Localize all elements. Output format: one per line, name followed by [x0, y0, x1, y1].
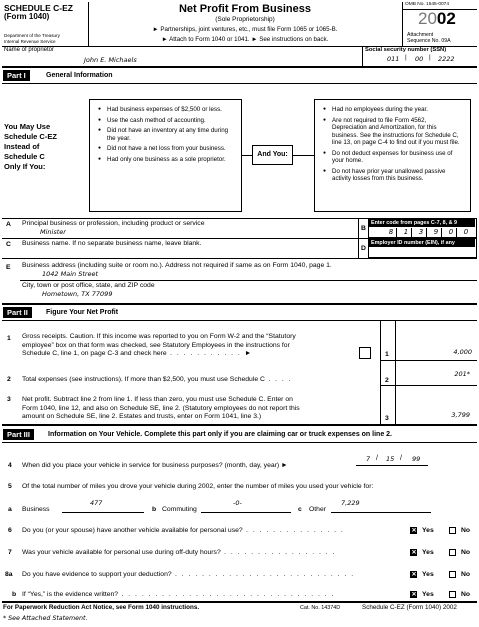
line-8b-number: b [12, 591, 17, 598]
line-5c-letter: c [298, 506, 302, 513]
business-miles-field[interactable] [62, 499, 144, 513]
line-6-text: Do you (or your spouse) have another vehicle available for personal use? . . . . . . . . . . . . . . . [22, 527, 345, 534]
net-profit[interactable]: 3,799 [451, 411, 470, 419]
business-name-field[interactable] [22, 247, 352, 257]
line-5a-letter: a [8, 506, 12, 513]
line-e-letter: E [6, 264, 11, 271]
tax-year-digits: 02 [436, 9, 456, 28]
line-5b-letter: b [152, 506, 157, 513]
form-subtitle: (Sole Proprietorship) [215, 16, 275, 23]
line-2-number: 2 [7, 376, 11, 383]
commuting-miles: -0- [233, 499, 242, 507]
statutory-employee-checkbox[interactable] [359, 347, 371, 359]
ssn-part-3: 2222 [438, 55, 455, 63]
line-6-number: 6 [8, 527, 12, 534]
in-service-day: 15 [386, 455, 395, 463]
line-8b-no-label: No [461, 591, 471, 598]
line-3-text: Net profit. Subtract line 2 from line 1. If less than zero, you must use Schedule C. Enter on Form 1040, line 12, and also on Schedule SE, line 2. (Statutory employees do not report this amount on Schedule SE, line 2. Estates and trusts, enter on Form 1041, line 3.) [22, 396, 300, 420]
may-use-line-2: Schedule C-EZ [4, 132, 57, 141]
ssn-part-2: 00 [415, 55, 424, 63]
conditions-right-box [314, 99, 471, 212]
line-7-yes-checkbox[interactable] [410, 549, 417, 556]
condition-no-employees: ● Had no employees during the year. [323, 106, 462, 114]
condition-one-business: ● Had only one business as a sole proprietor. [98, 156, 233, 164]
line-5b-label: Commuting [162, 506, 197, 513]
may-use-line-3: Instead of [4, 142, 40, 151]
line-c-label: Business name. If no separate business name, leave blank. [22, 240, 202, 247]
other-miles-field[interactable] [331, 499, 431, 513]
commuting-miles-field[interactable] [201, 499, 291, 513]
line-5-text: Of the total number of miles you drove your vehicle during 2002, enter the number of miles you used your vehicle for: [22, 483, 374, 490]
line-a-label: Principal business or profession, including product or service [22, 220, 205, 227]
line-8a-yes-checkbox[interactable] [410, 571, 417, 578]
condition-inventory: ● Did not have an inventory at any time during the year. [98, 127, 233, 142]
gross-receipts[interactable]: 4,000 [453, 348, 472, 356]
business-code-label: Enter code from pages C-7, 8, & 9 [369, 219, 475, 227]
line-8a-no-label: No [461, 571, 471, 578]
line-8a-no-checkbox[interactable] [449, 571, 456, 578]
line-1-text: Gross receipts. Caution. If this income was reported to you on Form W-2 and the “Statutory employee” box on that form was checked, see Statutory Employees in the instructions for Schedule C, line 1, on page C-3 and check here . . . . . . . . . . . ► [22, 333, 296, 357]
line-8b-no-checkbox[interactable] [449, 591, 456, 598]
part2-tag: Part II [3, 307, 32, 318]
line-7-text: Was your vehicle available for personal use during off-duty hours? . . . . . . . . . . . . . . . . . [22, 549, 336, 556]
code-digit-1: 8 [388, 228, 394, 236]
may-use-line-1: You May Use [4, 122, 51, 131]
line-8b-yes-checkbox[interactable] [410, 591, 417, 598]
line-4-number: 4 [8, 462, 12, 469]
may-use-heading [4, 122, 57, 172]
line-7-yes-label: Yes [422, 549, 434, 556]
condition-passive-losses: ● Do not have prior year unallowed passive activity losses from this business. [323, 168, 462, 183]
line-c-letter: C [6, 241, 11, 248]
catalog-number: Cat. No. 14374D [300, 605, 341, 611]
total-expenses[interactable]: 201* [454, 370, 470, 378]
and-you-box: And You: [252, 145, 293, 165]
line-8b-yes-label: Yes [422, 591, 434, 598]
code-digit-5: 0 [448, 228, 454, 236]
line-6-yes-label: Yes [422, 527, 434, 534]
may-use-line-5: Only If You: [4, 162, 46, 171]
code-digit-3: 3 [418, 228, 424, 236]
line-6-yes-checkbox[interactable] [410, 527, 417, 534]
line-1-number: 1 [7, 335, 11, 342]
form-title: Net Profit From Business [178, 3, 312, 15]
irs-label: Internal Revenue Service [4, 39, 56, 44]
line-8a-text: Do you have evidence to support your deduction? . . . . . . . . . . . . . . . . . . . . . . . . . . . [22, 571, 355, 578]
conditions-left-box [89, 99, 242, 212]
line-2-box-number: 2 [385, 377, 389, 384]
ein-label: Employer ID number (EIN), if any [369, 239, 475, 247]
code-digit-4: 9 [433, 228, 439, 236]
line-6-no-label: No [461, 527, 471, 534]
proprietor-label: Name of proprietor [4, 47, 55, 53]
other-miles: 7,229 [341, 499, 360, 507]
part1-title: General Information [46, 72, 113, 79]
line-7-no-label: No [461, 549, 471, 556]
form-number: (Form 1040) [4, 12, 50, 21]
schedule-name: SCHEDULE C-EZ [4, 3, 73, 13]
sequence-number: Sequence No. 09A [407, 38, 451, 44]
line-7-number: 7 [8, 549, 12, 556]
line-7-no-checkbox[interactable] [449, 549, 456, 556]
attached-statement-note: * See Attached Statement. [3, 615, 88, 622]
part2-title: Figure Your Net Profit [46, 309, 119, 316]
business-code-box[interactable] [368, 218, 477, 238]
instruction-line-1: ► Partnerships, joint ventures, etc., must file Form 1065 or 1065-B. [152, 26, 338, 33]
condition-cash-method: ● Use the cash method of accounting. [98, 117, 233, 125]
line-8a-number: 8a [5, 571, 13, 578]
condition-form-4562: ● Are not required to file Form 4562, Depreciation and Amortization, for this business. See the instructions for Schedule C, line 13, on page C-4 to find out if you must file. [323, 117, 462, 147]
business-address[interactable]: 1042 Main Street [42, 270, 99, 278]
part1-tag: Part I [3, 70, 30, 81]
instruction-line-2: ► Attach to Form 1040 or 1041. ► See instructions on back. [161, 36, 329, 43]
line-8b-text: If “Yes,” is the evidence written? . . . . . . . . . . . . . . . . . . . . . . . . . . . . . . . . [22, 591, 335, 598]
part3-title: Information on Your Vehicle. Complete this part only if you are claiming car or truck expenses on line 2. [48, 431, 392, 438]
code-digit-6: 0 [463, 228, 469, 236]
condition-net-loss: ● Did not have a net loss from your business. [98, 145, 233, 153]
line-e-label: Business address (including suite or room no.). Address not required if same as on Form 1040, page 1. [22, 262, 332, 269]
line-4-text: When did you place your vehicle in service for business purposes? (month, day, year) ► [22, 462, 288, 469]
line-1-box-number: 1 [385, 351, 389, 358]
line-5a-label: Business [22, 506, 50, 513]
in-service-month: 7 [366, 455, 371, 463]
principal-business[interactable]: Minister [40, 228, 66, 236]
line-2-text: Total expenses (see instructions). If more than $2,500, you must use Schedule C . . . . [22, 376, 293, 383]
may-use-line-4: Schedule C [4, 152, 45, 161]
line-1-text-check: Schedule C, line 1, on page C-3 and check here . . . . . . . . . . . ► [22, 350, 253, 357]
ssn-part-1: 011 [387, 55, 400, 63]
line-8a-yes-label: Yes [422, 571, 434, 578]
part3-tag: Part III [3, 429, 34, 440]
line-6-no-checkbox[interactable] [449, 527, 456, 534]
code-digit-2: 1 [403, 228, 409, 236]
condition-home-use: ● Do not deduct expenses for business use of your home. [323, 150, 462, 165]
line-5-number: 5 [8, 483, 12, 490]
form-footer-id: Schedule C-EZ (Form 1040) 2002 [362, 604, 457, 611]
condition-expenses: ● Had business expenses of $2,500 or less. [98, 106, 233, 114]
tax-year-century: 20 [418, 9, 437, 28]
line-3-number: 3 [7, 396, 11, 403]
city-state-zip[interactable]: Hometown, TX 77099 [42, 290, 113, 298]
proprietor-name[interactable]: John E. Michaels [84, 56, 137, 64]
line-b-letter: B [361, 225, 366, 232]
dept-treasury: Department of the Treasury [4, 33, 60, 38]
line-a-letter: A [6, 221, 11, 228]
line-d-letter: D [361, 245, 366, 252]
city-label: City, town or post office, state, and ZIP code [22, 282, 155, 289]
paperwork-notice: For Paperwork Reduction Act Notice, see Form 1040 instructions. [3, 604, 200, 611]
in-service-year: 99 [412, 455, 421, 463]
ein-box[interactable] [368, 238, 477, 258]
tax-year [418, 9, 456, 29]
attachment-label: Attachment [407, 32, 434, 38]
line-3-box-number: 3 [385, 415, 389, 422]
line-5c-label: Other [309, 506, 326, 513]
business-miles: 477 [90, 499, 103, 507]
ssn-label: Social security number (SSN) [365, 47, 447, 53]
omb-number: OMB No. 1545-0074 [405, 2, 449, 7]
